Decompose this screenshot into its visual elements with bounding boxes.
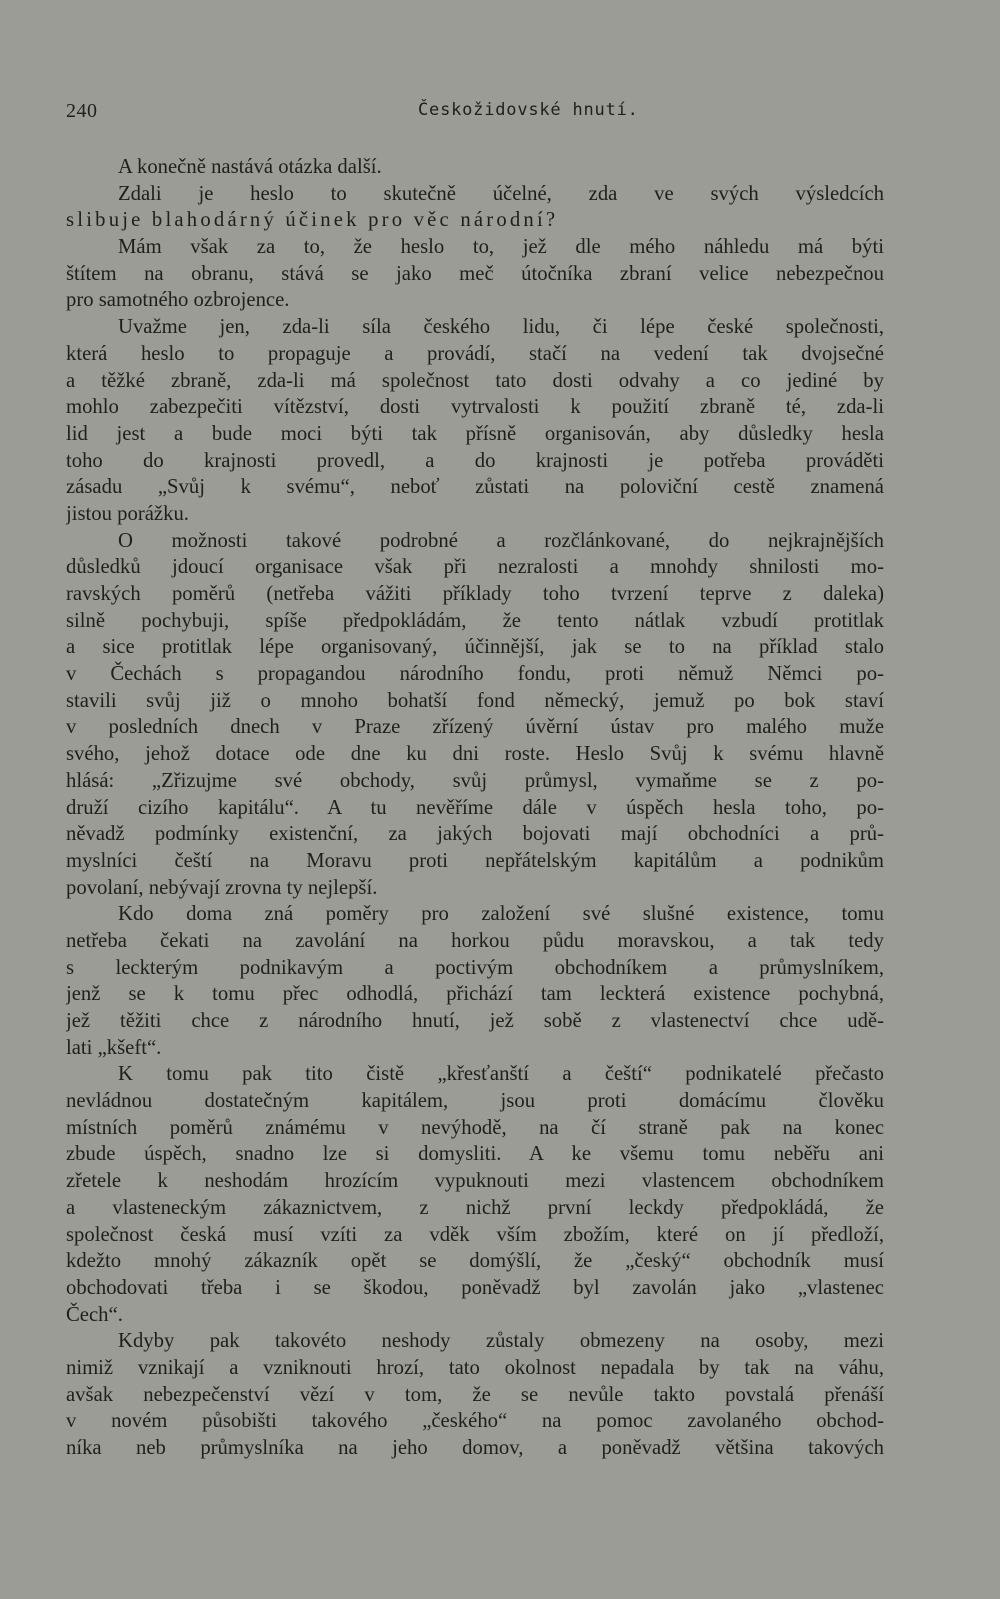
text-line: a sice protitlak lépe organisovaný, účinnější, jak se to na příklad stalo — [66, 636, 884, 659]
text-line: silně pochybuji, spíše předpokládám, že tento nátlak vzbudí protitlak — [66, 609, 884, 632]
page-number: 240 — [66, 100, 98, 122]
text-line: toho do krajnosti provedl, a do krajnosti je potřeba prováděti — [66, 449, 884, 472]
running-title: Českožidovské hnutí. — [418, 100, 639, 120]
text-line: zřetele k neshodám hrozícím vypuknouti mezi vlastencem obchodníkem — [66, 1170, 884, 1193]
text-line: v Čechách s propagandou národního fondu, proti němuž Němci po- — [66, 663, 884, 686]
text-line: Uvažme jen, zda-li síla českého lidu, či lépe české společnosti, — [118, 316, 884, 339]
text-line: s leckterým podnikavým a poctivým obchodníkem a průmyslníkem, — [66, 956, 884, 979]
text-line: nimiž vznikají a vzniknouti hrozí, tato okolnost nepadala by tak na váhu, — [66, 1356, 884, 1379]
text-line: povolaní, nebývají zrovna ty nejlepší. — [66, 876, 378, 899]
text-line: Kdo doma zná poměry pro založení své slušné existence, tomu — [118, 903, 884, 926]
page-header — [66, 100, 882, 130]
text-line: lati „kšeft“. — [66, 1036, 162, 1059]
text-line: jistou porážku. — [66, 502, 189, 525]
text-line: níka neb průmyslníka na jeho domov, a poněvadž většina takových — [66, 1437, 884, 1459]
text-line: Kdyby pak takovéto neshody zůstaly obmezeny na osoby, mezi — [118, 1330, 884, 1353]
text-line: hlásá: „Zřizujme své obchody, svůj průmysl, vymaňme se z po- — [66, 769, 884, 792]
text-line: jež těžiti chce z národního hnutí, jež sobě z vlastenectví chce udě- — [66, 1010, 884, 1032]
text-line: a těžké zbraně, zda-li má společnost tato dosti odvahy a co jediné by — [66, 369, 884, 392]
text-line: Čech“. — [66, 1303, 123, 1326]
text-line: která heslo to propaguje a provádí, stačí na vedení tak dvojsečné — [66, 342, 884, 365]
text-line: stavili svůj již o mnoho bohatší fond německý, jemuž po bok staví — [66, 689, 884, 712]
text-line: v novém působišti takového „českého“ na pomoc zavolaného obchod- — [66, 1410, 884, 1433]
text-line: ravských poměrů (netřeba vážiti příklady toho tvrzení teprve z daleka) — [66, 583, 884, 605]
text-line: druží cizího kapitálu“. A tu nevěříme dále v úspěch hesla toho, po- — [66, 796, 884, 819]
text-line: O možnosti takové podrobné a rozčlánkované, do nejkrajnějších — [118, 529, 884, 552]
text-line: zásadu „Svůj k svému“, neboť zůstati na poloviční cestě znamená — [66, 476, 884, 499]
text-line: a vlasteneckým zákaznictvem, z nichž první leckdy předpokládá, že — [66, 1196, 884, 1219]
text-line: mohlo zabezpečiti vítězství, dosti vytrvalosti k použití zbraně té, zda-li — [66, 396, 884, 419]
text-line: nevládnou dostatečným kapitálem, jsou proti domácímu člověku — [66, 1090, 884, 1113]
text-line: Mám však za to, že heslo to, jež dle mého náhledu má býti — [118, 236, 884, 259]
text-line: v posledních dnech v Praze zřízený úvěrní ústav pro malého muže — [66, 716, 884, 739]
text-line: místních poměrů známému v nevýhodě, na čí straně pak na konec — [66, 1116, 884, 1139]
text-line: svého, jehož dotace ode dne ku dni roste. Heslo Svůj k svému hlavně — [66, 743, 884, 766]
text-line: kdežto mnohý zákazník opět se domýšlí, že „český“ obchodník musí — [66, 1250, 884, 1273]
text-line: obchodovati třeba i se škodou, poněvadž byl zavolán jako „vlastenec — [66, 1276, 884, 1299]
text-line: slibuje blahodárný účinek pro věc národní? — [66, 209, 559, 232]
text-line: avšak nebezpečenství vězí v tom, že se nevůle takto povstalá přenáší — [66, 1383, 884, 1406]
text-line: důsledků jdoucí organisace však při nezralosti a mnohdy shnilosti mo- — [66, 556, 884, 579]
text-line: K tomu pak tito čistě „křesťanští a čeští“ podnikatelé přečasto — [118, 1063, 884, 1086]
text-line: jenž se k tomu přec odhodlá, přichází tam leckterá existence pochybná, — [66, 983, 884, 1006]
body-text — [66, 154, 884, 1462]
text-line: štítem na obranu, stává se jako meč útočníka zbraní velice nebezpečnou — [66, 262, 884, 285]
text-line: A konečně nastává otázka další. — [118, 156, 382, 178]
text-line: netřeba čekati na zavolání na horkou půdu moravskou, a tak tedy — [66, 929, 884, 952]
text-line: společnost česká musí vzíti za vděk vším zbožím, které on jí předloží, — [66, 1223, 884, 1246]
text-line: pro samotného ozbrojence. — [66, 289, 290, 312]
text-line: něvadž podmínky existenční, za jakých bojovati mají obchodníci a prů- — [66, 823, 884, 846]
text-line: lid jest a bude moci býti tak přísně organisován, aby důsledky hesla — [66, 422, 884, 445]
text-line: zbude úspěch, snadno lze si domysliti. A ke všemu tomu neběřu ani — [66, 1143, 884, 1166]
text-line: myslníci čeští na Moravu proti nepřátelským kapitálům a podnikům — [66, 849, 884, 872]
text-line: Zdali je heslo to skutečně účelné, zda ve svých výsledcích — [118, 182, 884, 205]
